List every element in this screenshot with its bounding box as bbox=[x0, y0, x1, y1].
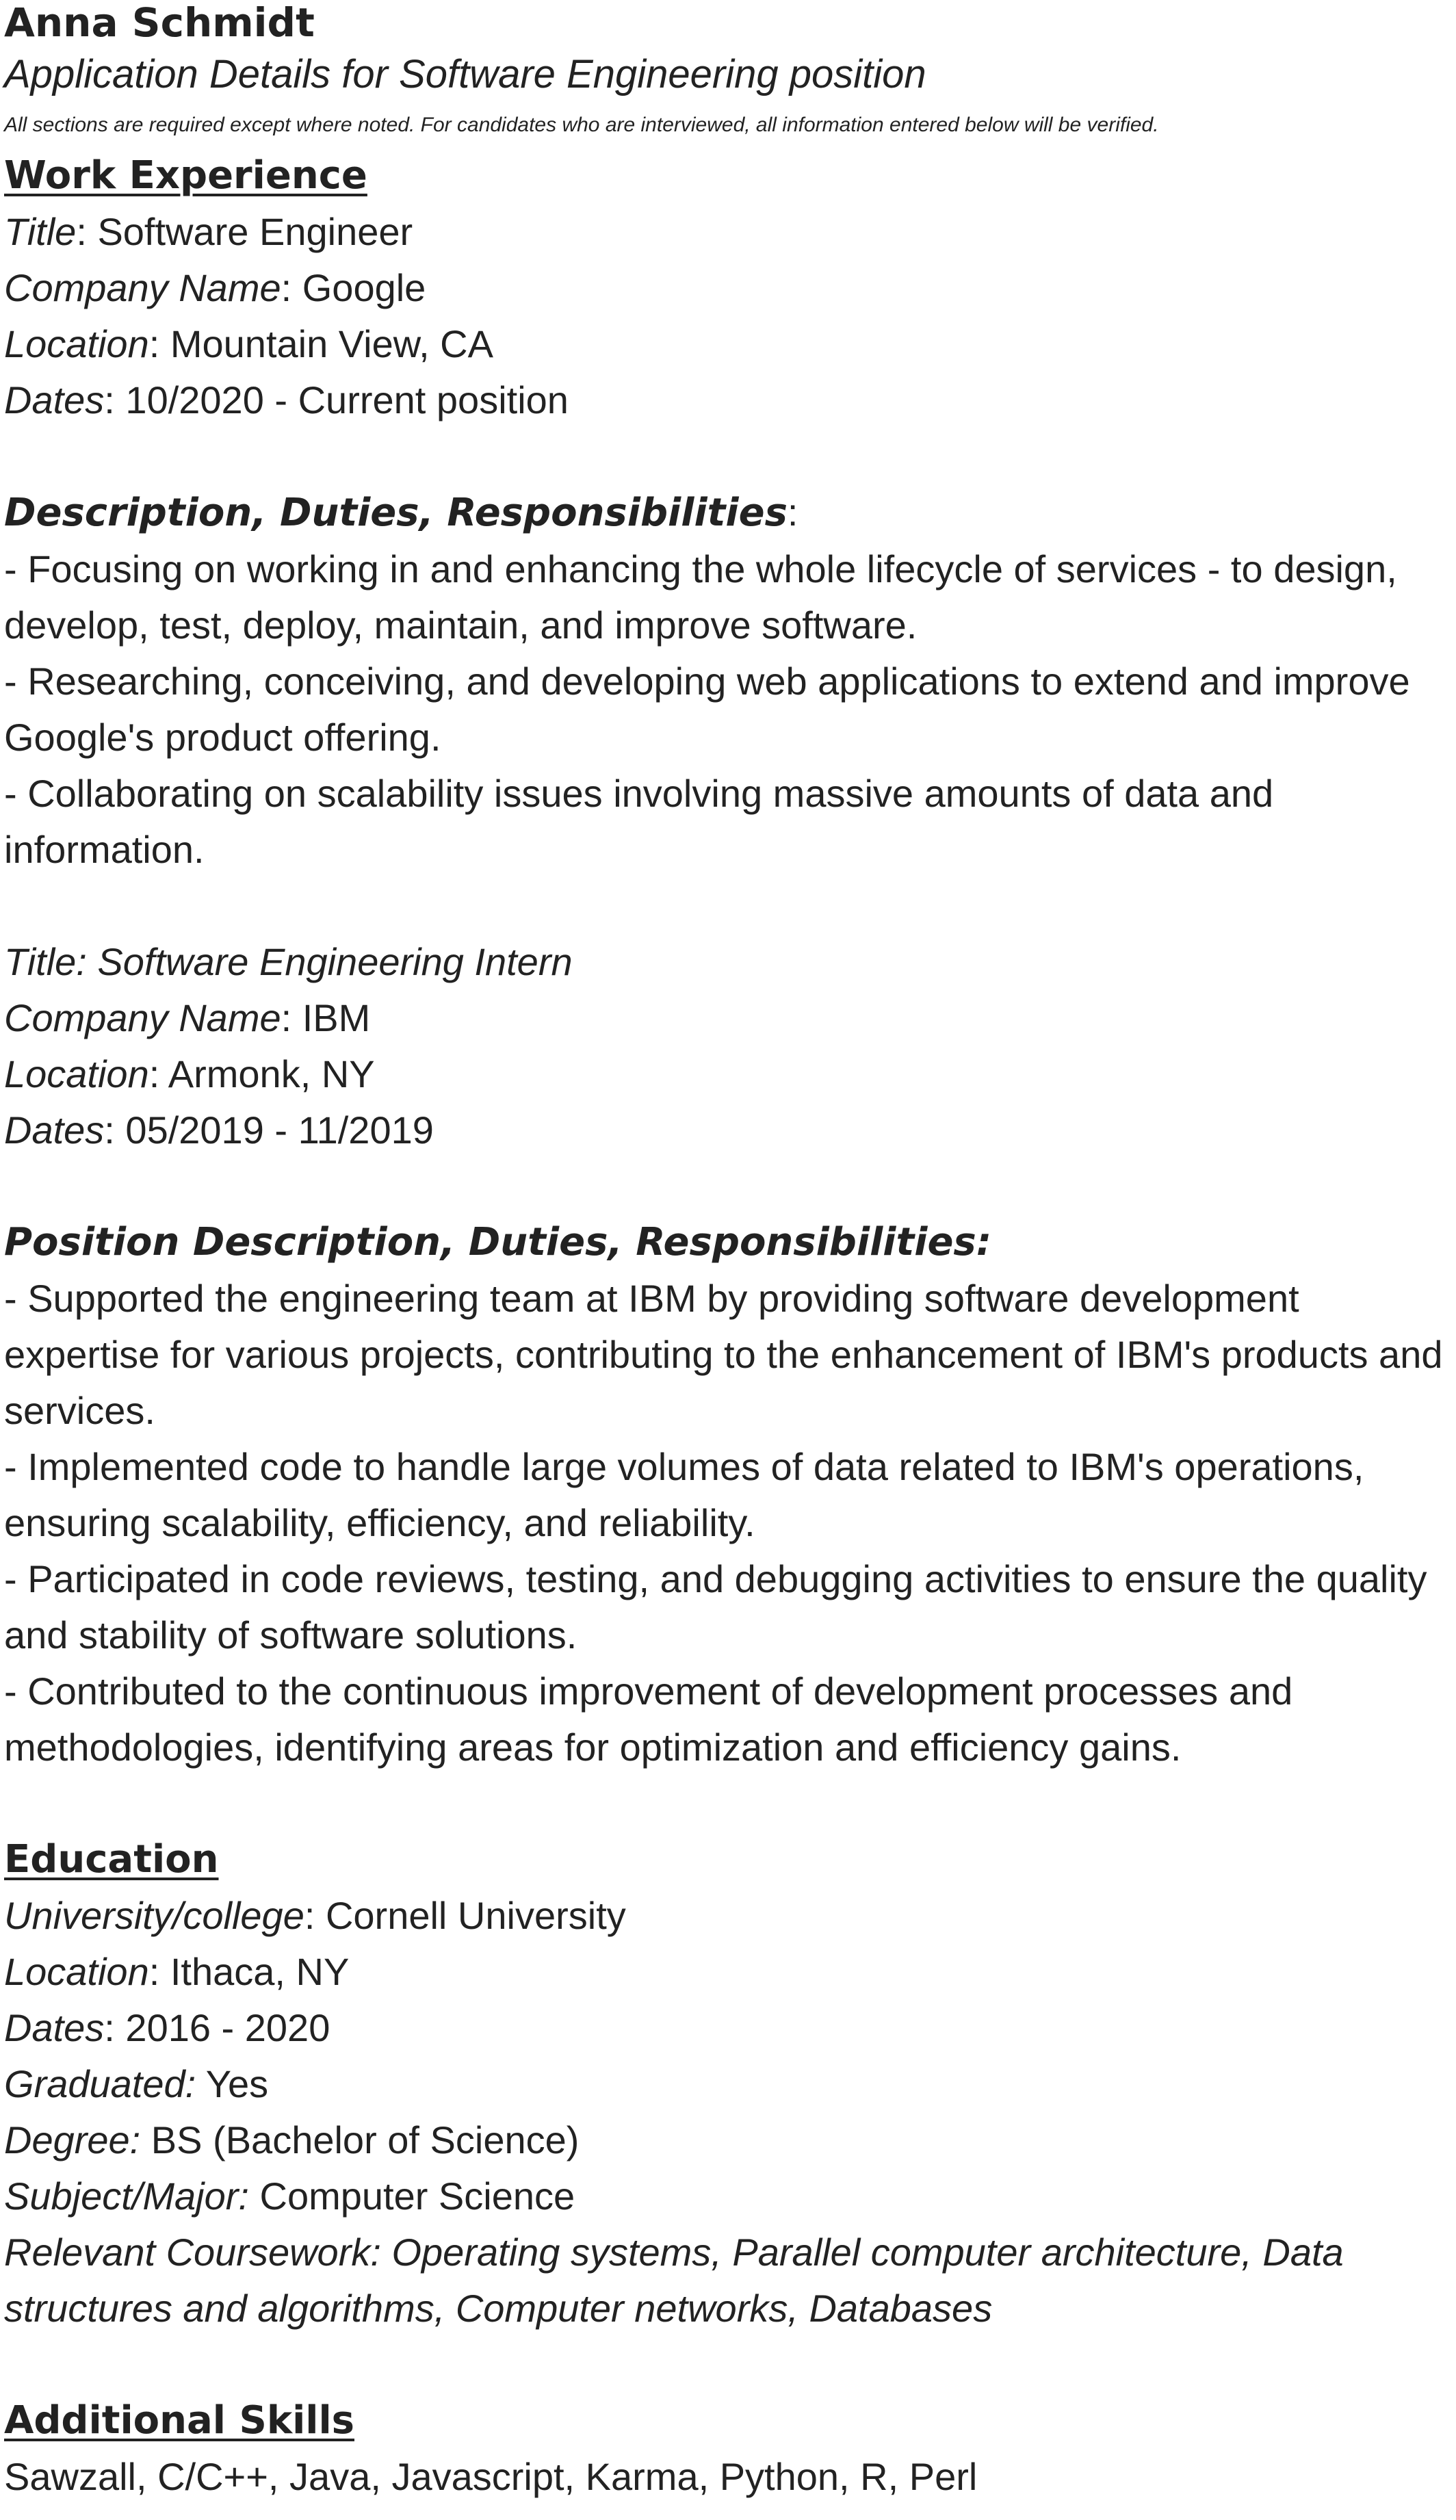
location-label: Location bbox=[4, 1052, 149, 1095]
spacer bbox=[4, 1776, 1449, 1832]
title-label: Title bbox=[4, 210, 77, 253]
description-heading: Position Description, Duties, Responsibilities: bbox=[4, 1220, 992, 1264]
graduated-row bbox=[4, 2056, 1449, 2112]
job-title: Software Engineer bbox=[97, 210, 413, 253]
location-label: Location bbox=[4, 1950, 149, 1993]
graduated-value: Yes bbox=[205, 2062, 269, 2105]
work-experience-heading: Work Experience bbox=[4, 153, 367, 198]
company-label: Company Name bbox=[4, 996, 281, 1039]
duty-item: - Collaborating on scalability issues involving massive amounts of data and information. bbox=[4, 772, 1274, 871]
dates-label: Dates bbox=[4, 2006, 105, 2049]
spacer bbox=[4, 878, 1449, 934]
dates-row: Dates: 10/2020 - Current position bbox=[4, 378, 569, 421]
duty-item: - Supported the engineering team at IBM by providing software development expertise for various projects, contributing to the enhancement of IBM's products and services. bbox=[4, 1277, 1443, 1432]
company-name: IBM bbox=[302, 996, 371, 1039]
education-location-row: Location: Ithaca, NY bbox=[4, 1950, 350, 1993]
skills-list: Sawzall, C/C++, Java, Javascript, Karma, Python, R, Perl bbox=[4, 2455, 978, 2498]
location-value: Ithaca, NY bbox=[170, 1950, 350, 1993]
graduated-label: Graduated: bbox=[4, 2062, 196, 2105]
dates-value: 2016 - 2020 bbox=[125, 2006, 330, 2049]
degree-row bbox=[4, 2112, 1449, 2168]
coursework: Relevant Coursework: Operating systems, Parallel computer architecture, Data structures and algorithms, Computer networks, Databases bbox=[4, 2231, 1344, 2330]
dates-row: Dates: 05/2019 - 11/2019 bbox=[4, 1108, 434, 1152]
company-row: Company Name: Google bbox=[4, 266, 426, 309]
major-row bbox=[4, 2168, 1449, 2224]
job-title-row: Title: Software Engineering Intern bbox=[4, 940, 573, 983]
location-value: Mountain View, CA bbox=[170, 322, 493, 365]
job-title-row: Title: Software Engineer bbox=[4, 210, 413, 253]
education-heading: Education bbox=[4, 1837, 219, 1882]
duty-item: - Participated in code reviews, testing, and debugging activities to ensure the quality and stability of software solutions. bbox=[4, 1557, 1427, 1657]
location-value: Armonk, NY bbox=[168, 1052, 375, 1095]
university-value: Cornell University bbox=[325, 1894, 626, 1937]
applicant-name: Anna Schmidt bbox=[4, 0, 315, 46]
duty-item: - Focusing on working in and enhancing the whole lifecycle of services - to design, develop, test, deploy, maintain, and improve software. bbox=[4, 547, 1397, 647]
major-value: Computer Science bbox=[259, 2174, 575, 2218]
duty-item: - Contributed to the continuous improvement of development processes and methodologies, identifying areas for optimization and efficiency gains. bbox=[4, 1670, 1293, 1769]
degree-label: Degree: bbox=[4, 2118, 141, 2161]
university-row: University/college: Cornell University bbox=[4, 1894, 626, 1937]
university-label: University/college bbox=[4, 1894, 304, 1937]
requirements-note: All sections are required except where noted. For candidates who are interviewed, all information entered below will be verified. bbox=[4, 114, 1159, 136]
skills-heading: Additional Skills bbox=[4, 2398, 354, 2443]
company-row: Company Name: IBM bbox=[4, 996, 371, 1039]
major-label: Subject/Major: bbox=[4, 2174, 249, 2218]
location-label: Location bbox=[4, 322, 149, 365]
description-heading: Description, Duties, Responsibilities bbox=[4, 491, 788, 535]
dates-value: 05/2019 - 11/2019 bbox=[125, 1108, 434, 1152]
duty-item: - Implemented code to handle large volumes of data related to IBM's operations, ensuring scalability, efficiency, and reliability. bbox=[4, 1445, 1364, 1544]
spacer bbox=[4, 1158, 1449, 1214]
degree-value: BS (Bachelor of Science) bbox=[151, 2118, 580, 2161]
duty-item: - Researching, conceiving, and developing web applications to extend and improve Google's product offering. bbox=[4, 660, 1410, 759]
description-heading-row: Description, Duties, Responsibilities: bbox=[4, 491, 798, 535]
dates-label: Dates bbox=[4, 1108, 105, 1152]
spacer bbox=[4, 2337, 1449, 2393]
location-row: Location: Armonk, NY bbox=[4, 1052, 375, 1095]
job-ibm bbox=[4, 934, 1449, 1776]
location-row: Location: Mountain View, CA bbox=[4, 322, 493, 365]
spacer bbox=[4, 428, 1449, 484]
dates-value: 10/2020 - Current position bbox=[125, 378, 569, 421]
company-label: Company Name bbox=[4, 266, 281, 309]
job-google bbox=[4, 204, 1449, 878]
dates-label: Dates bbox=[4, 378, 105, 421]
document-subtitle: Application Details for Software Engineering position bbox=[4, 52, 926, 96]
company-name: Google bbox=[302, 266, 426, 309]
education-dates-row: Dates: 2016 - 2020 bbox=[4, 2006, 330, 2049]
